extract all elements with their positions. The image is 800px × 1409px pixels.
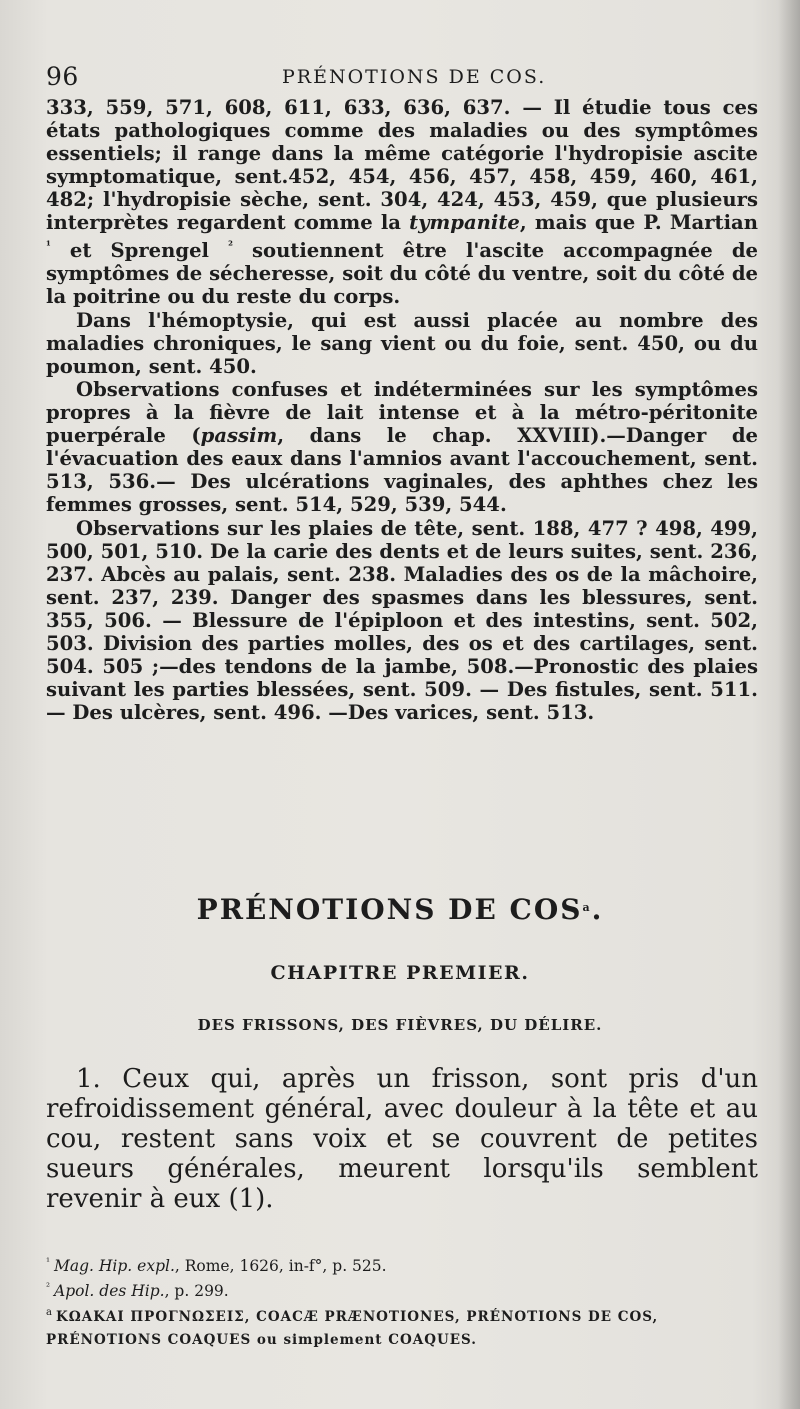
paragraph-3-text-a: Observations confuses et indéterminées sur les symptômes propres à la fièvre de lait intense et à la métro-péritonite puerpérale ( <box>46 378 758 447</box>
section-title <box>0 893 800 926</box>
paragraph-3-italic: passim <box>200 424 278 447</box>
paragraph-1-text-d: soutiennent être l'ascite accompagnée de symptômes de sécheresse, soit du côté du ventre, soit du côté de la poitrine ou du reste du corps. <box>46 239 758 308</box>
running-title: PRÉNOTIONS DE COS. <box>282 66 547 88</box>
aphorism-text: Ceux qui, après un frisson, sont pris d'un refroidissement général, avec douleur à la tête et au cou, restent sans voix et se couvrent de petites sueurs générales, meurent lorsqu'ils semblent revenir à eux (1). <box>46 1064 758 1214</box>
aphorism-number: 1. <box>76 1064 101 1094</box>
footnote-2-italic: Apol. des Hip. <box>54 1282 165 1300</box>
paragraph-3 <box>46 378 758 516</box>
paragraph-1 <box>46 96 758 308</box>
chapter-subtitle: DES FRISSONS, DES FIÈVRES, DU DÉLIRE. <box>197 1016 603 1034</box>
footnote-3 <box>46 1302 758 1351</box>
footnote-1-italic: Mag. Hip. expl. <box>54 1257 175 1275</box>
section-title-note: a <box>582 901 592 914</box>
paragraph-4: Observations sur les plaies de tête, sent. 188, 477 ? 498, 499, 500, 501, 510. De la carie des dents et de leurs suites, sent. 236, 237. Abcès au palais, sent. 238. Maladies des os de la mâchoire, sent. 237, 239. Danger des spasmes dans les blessures, sent. 355, 506. — Blessure de l'épiploon et des intestins, sent. 502, 503. Division des parties molles, des os et des cartilages, sent. 504. 505 ;—des tendons de la jambe, 508.—Pronostic des plaies suivant les parties blessées, sent. 509. — Des fistules, sent. 511. — Des ulcères, sent. 496. —Des varices, sent. 513. <box>46 516 758 724</box>
paragraph-3-text-b: , dans le chap. XXVIII).—Danger de l'évacuation des eaux dans l'amnios avant l'accouchement, sent. 513, 536.— Des ulcérations vaginales, des aphthes chez les femmes grosses, sent. 514, 529, 539, 544. <box>46 424 758 516</box>
footnote-3-text: ΚΩΑΚΑΙ ΠΡΟΓΝΩΣΕΙΣ, COACÆ PRÆNOTIONES, PRÉNOTIONS DE COS, PRÉNOTIONS COAQUES ou simplement COAQUES. <box>46 1309 659 1348</box>
footnote-2-text: , p. 299. <box>164 1282 229 1300</box>
body-text <box>46 96 758 724</box>
footnote-1-text: , Rome, 1626, in-f°, p. 525. <box>174 1257 387 1275</box>
section-title-end: . <box>591 893 604 926</box>
page-number: 96 <box>46 62 79 91</box>
paragraph-2: Dans l'hémoptysie, qui est aussi placée au nombre des maladies chroniques, le sang vient ou du foie, sent. 450, ou du poumon, sent. 450. <box>46 308 758 378</box>
chapter-title: CHAPITRE PREMIER. <box>270 962 530 984</box>
footnote-ref-2: ² <box>228 239 233 252</box>
aphorism-1-paragraph <box>46 1064 758 1214</box>
section-title-text: PRÉNOTIONS DE COS <box>196 893 583 926</box>
paragraph-1-text-b: , mais que P. Martian <box>519 211 758 234</box>
footnote-3-mark: a <box>46 1307 52 1318</box>
running-header <box>46 58 758 98</box>
footnote-1-mark: ¹ <box>46 1257 51 1268</box>
footnote-2 <box>46 1277 758 1302</box>
aphorism-1 <box>46 1064 758 1214</box>
footnotes <box>46 1252 758 1351</box>
footnote-1 <box>46 1252 758 1277</box>
paragraph-1-text-a: 333, 559, 571, 608, 611, 633, 636, 637. — Il étudie tous ces états pathologiques comme des maladies ou des symptômes essentiels; il range dans la même catégorie l'hydropisie ascite symptomatique, sent.452, 454, 456, 457, 458, 459, 460, 461, 482; l'hydropisie sèche, sent. 304, 424, 453, 459, que plusieurs interprètes regardent comme la <box>46 96 758 234</box>
page-gutter-shadow <box>778 0 800 1409</box>
footnote-ref-1: ¹ <box>46 239 51 252</box>
footnote-2-mark: ² <box>46 1282 51 1293</box>
paragraph-1-italic: tympanite <box>409 211 520 234</box>
paragraph-1-text-c: et Sprengel <box>50 239 229 262</box>
